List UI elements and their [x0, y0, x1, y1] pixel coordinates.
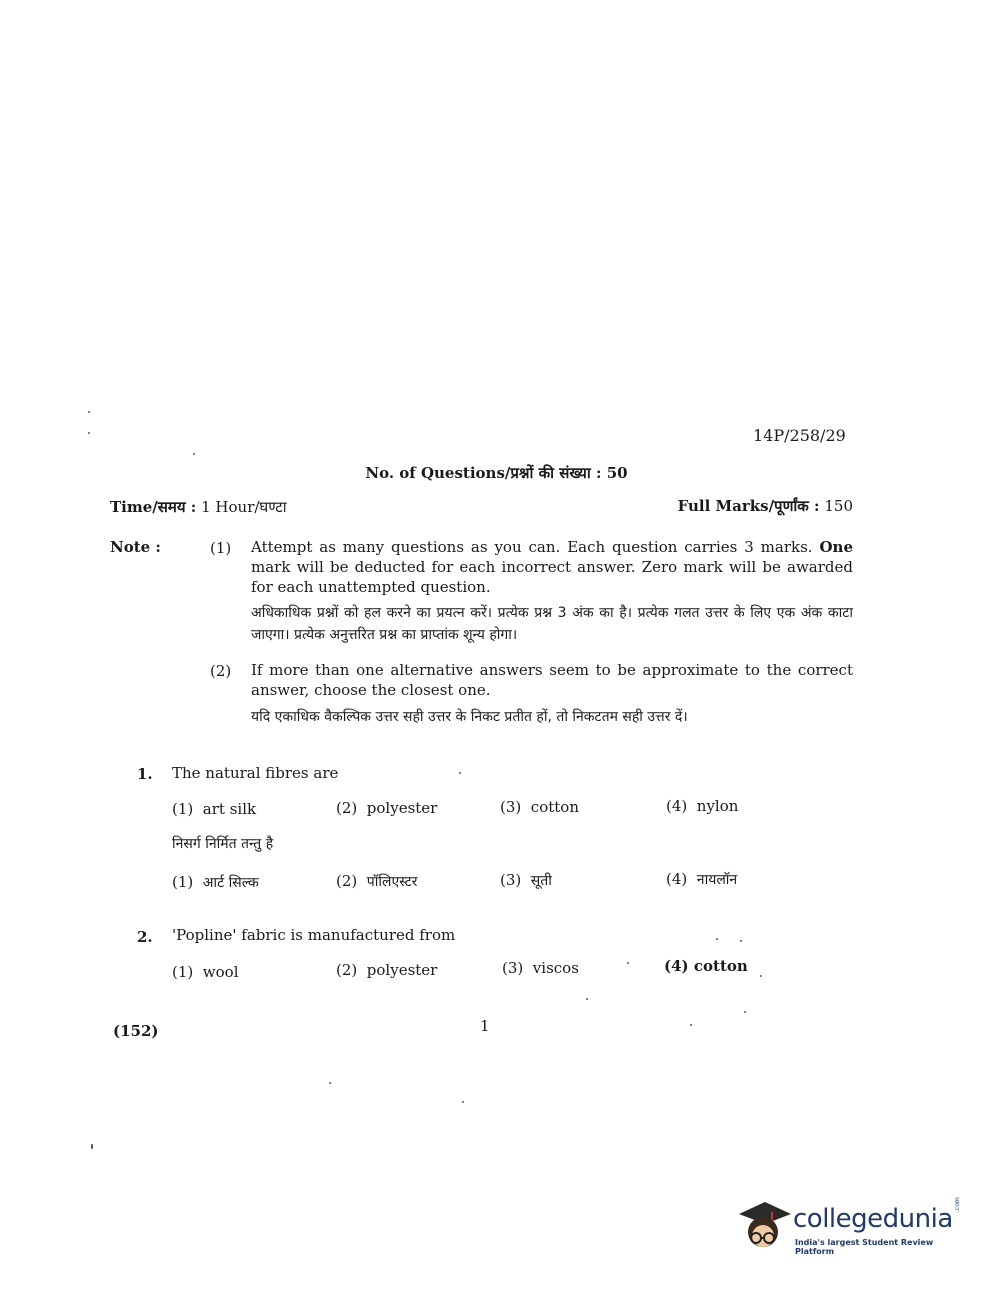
scan-speck — [586, 998, 588, 1000]
page-number: 1 — [480, 1017, 490, 1035]
q1-option-2: (2) polyester — [336, 799, 438, 817]
scan-speck — [716, 938, 718, 940]
note-1-text-a: Attempt as many questions as you can. Each question carries 3 marks. — [251, 538, 813, 556]
scan-speck — [329, 1082, 331, 1084]
time-label: Time/समय : — [110, 498, 197, 516]
q1-option-3: (3) cotton — [500, 798, 579, 816]
logo-wordmark: collegedunia — [793, 1204, 953, 1234]
question-2-text: 'Popline' fabric is manufactured from — [172, 926, 456, 944]
question-1-number: 1. — [137, 765, 153, 783]
paper-code: 14P/258/29 — [753, 426, 846, 445]
logo-domain-suffix: .com — [954, 1197, 961, 1212]
logo-tagline: India's largest Student Review Platform — [795, 1238, 934, 1256]
student-mascot-icon — [735, 1198, 793, 1256]
note-1-text-bold: One — [819, 538, 853, 556]
q1-option-1: (1) art silk — [172, 800, 257, 818]
scan-speck — [88, 432, 90, 434]
collegedunia-logo — [735, 1198, 965, 1258]
scan-speck — [690, 1024, 692, 1026]
q1-hindi-option-4: (4) नायलॉन — [666, 870, 738, 888]
q2-option-3: (3) viscos — [502, 959, 579, 977]
question-1-hindi-text: निसर्ग निर्मित तन्तु है — [172, 836, 274, 852]
scan-speck — [462, 1101, 464, 1103]
marks-label: Full Marks/पूर्णांक : — [677, 497, 820, 515]
marks-value: 150 — [824, 497, 853, 515]
note-num-2: (2) — [210, 662, 232, 680]
note-1-english — [251, 537, 853, 597]
footer-code: (152) — [113, 1022, 159, 1040]
note-label: Note : — [110, 538, 161, 556]
question-2-number: 2. — [137, 928, 153, 946]
scan-speck — [459, 772, 461, 774]
scan-speck — [627, 962, 629, 964]
q1-hindi-option-1: (1) आर्ट सिल्क — [172, 873, 259, 891]
q1-option-4: (4) nylon — [666, 797, 739, 815]
note-1-text-c: mark will be deducted for each incorrect answer. Zero mark will be awarded for each unattempted question. — [251, 558, 853, 596]
scan-speck — [193, 453, 195, 455]
marks-info — [678, 496, 853, 516]
q2-option-1: (1) wool — [172, 963, 239, 981]
questions-count: No. of Questions/प्रश्नों की संख्या : 50 — [365, 464, 628, 482]
q1-hindi-option-2: (2) पॉलिएस्टर — [336, 872, 418, 890]
q1-hindi-option-3: (3) सूती — [500, 871, 552, 889]
scan-speck — [744, 1011, 746, 1013]
q2-option-2: (2) polyester — [336, 961, 438, 979]
scan-speck — [760, 975, 762, 977]
note-num-1: (1) — [210, 539, 232, 557]
q2-option-4: (4) cotton — [664, 957, 748, 975]
scan-speck — [740, 940, 742, 942]
note-2-english: If more than one alternative answers seem to be approximate to the correct answer, choose the closest one. — [251, 661, 853, 699]
scan-speck — [88, 411, 90, 413]
note-1-hindi: अधिकाधिक प्रश्नों को हल करने का प्रयत्न करें। प्रत्येक प्रश्न 3 अंक का है। प्रत्येक गलत उत्तर के लिए एक अंक काटा जाएगा। प्रत्येक अनुत्तरित प्रश्न का प्राप्तांक शून्य होगा। — [251, 605, 853, 643]
scan-speck — [91, 1144, 93, 1149]
note-2-hindi: यदि एकाधिक वैकल्पिक उत्तर सही उत्तर के निकट प्रतीत हों, तो निकटतम सही उत्तर दें। — [251, 709, 688, 725]
time-value: 1 Hour/घण्टा — [201, 498, 287, 516]
time-info — [110, 497, 287, 517]
question-1-text: The natural fibres are — [172, 764, 339, 782]
